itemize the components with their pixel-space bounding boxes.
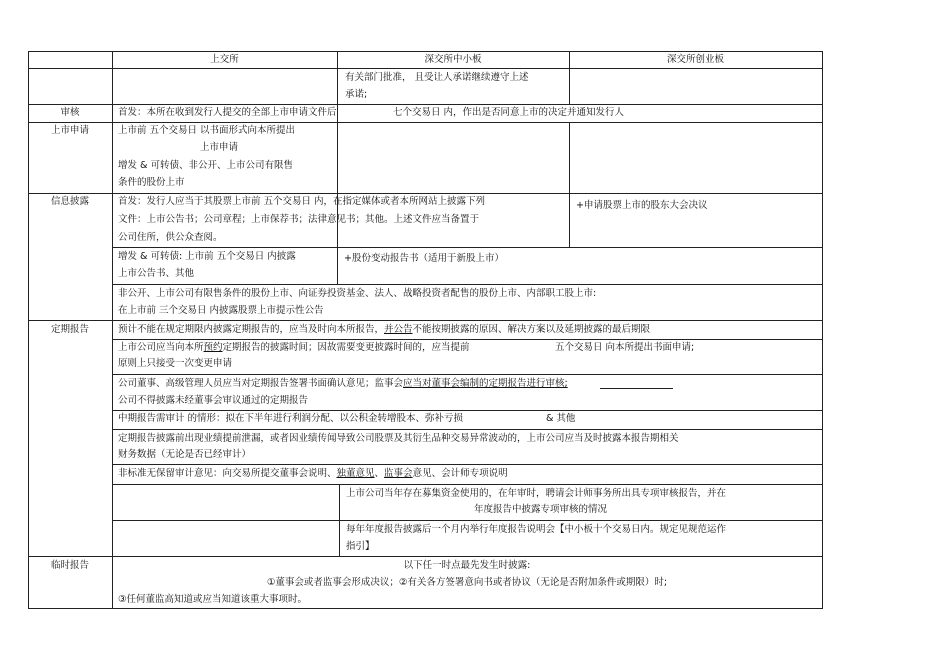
table-border-top	[28, 51, 823, 52]
row-line-5	[112, 284, 823, 285]
periodic-r4-a: 中期报告需审计 的情形：拟在下半年进行利润分配、以公积金转增股本、弥补亏损	[118, 413, 464, 424]
disclosure-seo-note: +股份变动报告书（适用于新股上市）	[344, 253, 504, 264]
review-text-b: 七个交易日 内，作出是否同意上市的决定并通知发行人	[393, 107, 625, 118]
table-border-bottom	[28, 608, 823, 609]
periodic-r6	[118, 467, 508, 481]
interim-line2: ①董事会或者监事会形成决议；②有关各方签署意向书或者协议（无论是否附加条件或期限）时;	[266, 577, 668, 588]
periodic-r7-line1: 上市公司当年存在募集资金使用的，在年审时，聘请会计师事务所出具专项审核报告，并在	[346, 488, 727, 499]
row0-sme-line1: 有关部门批准， 且受让人承诺继续遵守上述	[345, 72, 529, 83]
header-col-szse-sme: 深交所中小板	[424, 54, 482, 65]
row-line-13	[112, 520, 823, 521]
periodic-r5-line2: 财务数据（无论是否已经审计）	[118, 449, 252, 460]
row-line-7	[112, 339, 823, 340]
disclosure-seo-line1: 增发 & 可转债: 上市前 五个交易日 内披露	[118, 251, 296, 262]
row-label-listing-application: 上市申请	[50, 125, 89, 136]
interim-line1: 以下任一时点最先发生时披露:	[403, 560, 531, 571]
periodic-r7-line2: 年度报告中披露专项审核的情况	[474, 504, 608, 515]
row-line-3	[28, 193, 823, 194]
disclosure-seo-line2: 上市公告书、其他	[118, 268, 195, 279]
row-line-4	[112, 247, 823, 248]
listing-app-line2: 上市申请	[200, 142, 239, 153]
disclosure-line3: 公司住所，供公众查阅。	[118, 232, 223, 243]
periodic-r3-b: 应当对董事会编制的定期报告进行审核;	[403, 378, 568, 389]
row-line-2	[28, 122, 823, 123]
header-col-sse: 上交所	[210, 54, 239, 65]
label-column-divider	[112, 51, 113, 608]
listing-app-line3: 增发 & 可转债、非公开、上市公司有限售	[118, 160, 293, 171]
row-line-1	[28, 104, 823, 105]
interim-line3: ③任何董监高知道或应当知道该重大事项时。	[118, 594, 308, 605]
periodic-r2-a: 上市公司应当向本所	[118, 342, 204, 353]
disclosure-private-line1: 非公开、上市公司有限售条件的股份上市、向证券投资基金、法人、战略投资者配售的股份上市、内部职工股上市:	[118, 288, 597, 299]
disclosure-private-line2: 在上市前 三个交易日 内披露股票上市提示性公告	[118, 305, 324, 316]
header-bottom-line	[28, 68, 823, 69]
disclosure-line2: 文件：上市公告书；公司章程；上市保荐书；法律意见书；其他。上述文件应当备置于	[118, 214, 480, 225]
periodic-r3-a: 公司董事、高级管理人员应当对定期报告签署书面确认意见；监事会	[118, 378, 404, 389]
periodic-r2-line2: 原则上只接受一次变更申请	[118, 358, 233, 369]
row-label-disclosure: 信息披露	[50, 196, 89, 207]
periodic-r2-line1-right: 五个交易日 向本所提出书面申请;	[555, 342, 695, 353]
periodic-r5-line1: 定期报告披露前出现业绩提前泄漏，或者因业绩传闻导致公司股票及其衍生品种交易异常波动的，上市公司应当及时披露本报告期相关	[118, 433, 679, 444]
periodic-r1-b: 并公告	[384, 324, 413, 335]
row-label-review: 审核	[60, 107, 80, 118]
periodic-r3-line2: 公司不得披露未经董事会审议通过的定期报告	[118, 395, 309, 406]
row-line-6	[28, 320, 823, 321]
periodic-r1	[118, 323, 650, 337]
periodic-r3-underline-ext	[600, 388, 673, 389]
disclosure-line1: 首发：发行人应当于其股票上市前 五个交易日 内，在指定媒体或者本所网站上披露下列	[118, 196, 486, 207]
row-label-periodic-report: 定期报告	[50, 324, 89, 335]
periodic-r6-c: 、	[374, 468, 385, 479]
listing-app-line1: 上市前 五个交易日 以书面形式向本所提出	[118, 125, 296, 136]
row0-sme-line2: 承诺;	[345, 89, 368, 100]
periodic-r2-b: 预约	[203, 342, 223, 353]
periodic-r2-c: 定期报告的披露时间；因故需要变更披露时间的，应当提前	[222, 342, 470, 353]
periodic-r6-d: 监事会	[384, 468, 413, 479]
periodic-r8-line2: 指引】	[346, 541, 375, 552]
column-divider-2b	[569, 122, 570, 247]
periodic-r1-a: 预计不能在规定期限内披露定期报告的，应当及时向本所报告，	[118, 324, 385, 335]
row-line-14	[28, 556, 823, 557]
periodic-r6-e: 意见、会计师专项说明	[412, 468, 508, 479]
row-line-12	[112, 484, 823, 485]
periodic-r1-c: 不能按期披露的原因、解决方案以及延期披露的最后期限	[412, 324, 651, 335]
table-border-right	[822, 51, 823, 608]
row-line-10	[112, 429, 823, 430]
header-col-szse-gem: 深交所创业板	[666, 54, 724, 65]
periodic-r2-line1-left	[118, 341, 470, 355]
review-text-a: 首发：本所在收到发行人提交的全部上市申请文件后	[118, 107, 337, 118]
periodic-r3-line1	[118, 377, 568, 391]
periodic-r6-b: 独董意见	[336, 468, 375, 479]
periodic-r8-line1: 每年年度报告披露后一个月内举行年度报告说明会【中小板十个交易日内。规定见规范运作	[346, 524, 727, 535]
row-line-11	[112, 464, 823, 465]
periodic-r6-a: 非标准无保留审计意见：向交易所提交董事会说明、	[118, 468, 337, 479]
column-divider-1	[337, 51, 338, 284]
row-label-interim-report: 临时报告	[50, 560, 89, 571]
row-line-8	[112, 374, 823, 375]
row-line-9	[112, 410, 823, 411]
periodic-r4-b: & 其他	[546, 413, 576, 424]
disclosure-gem-note: +申请股票上市的股东大会决议	[576, 200, 708, 211]
listing-app-line4: 条件的股份上市	[118, 177, 185, 188]
